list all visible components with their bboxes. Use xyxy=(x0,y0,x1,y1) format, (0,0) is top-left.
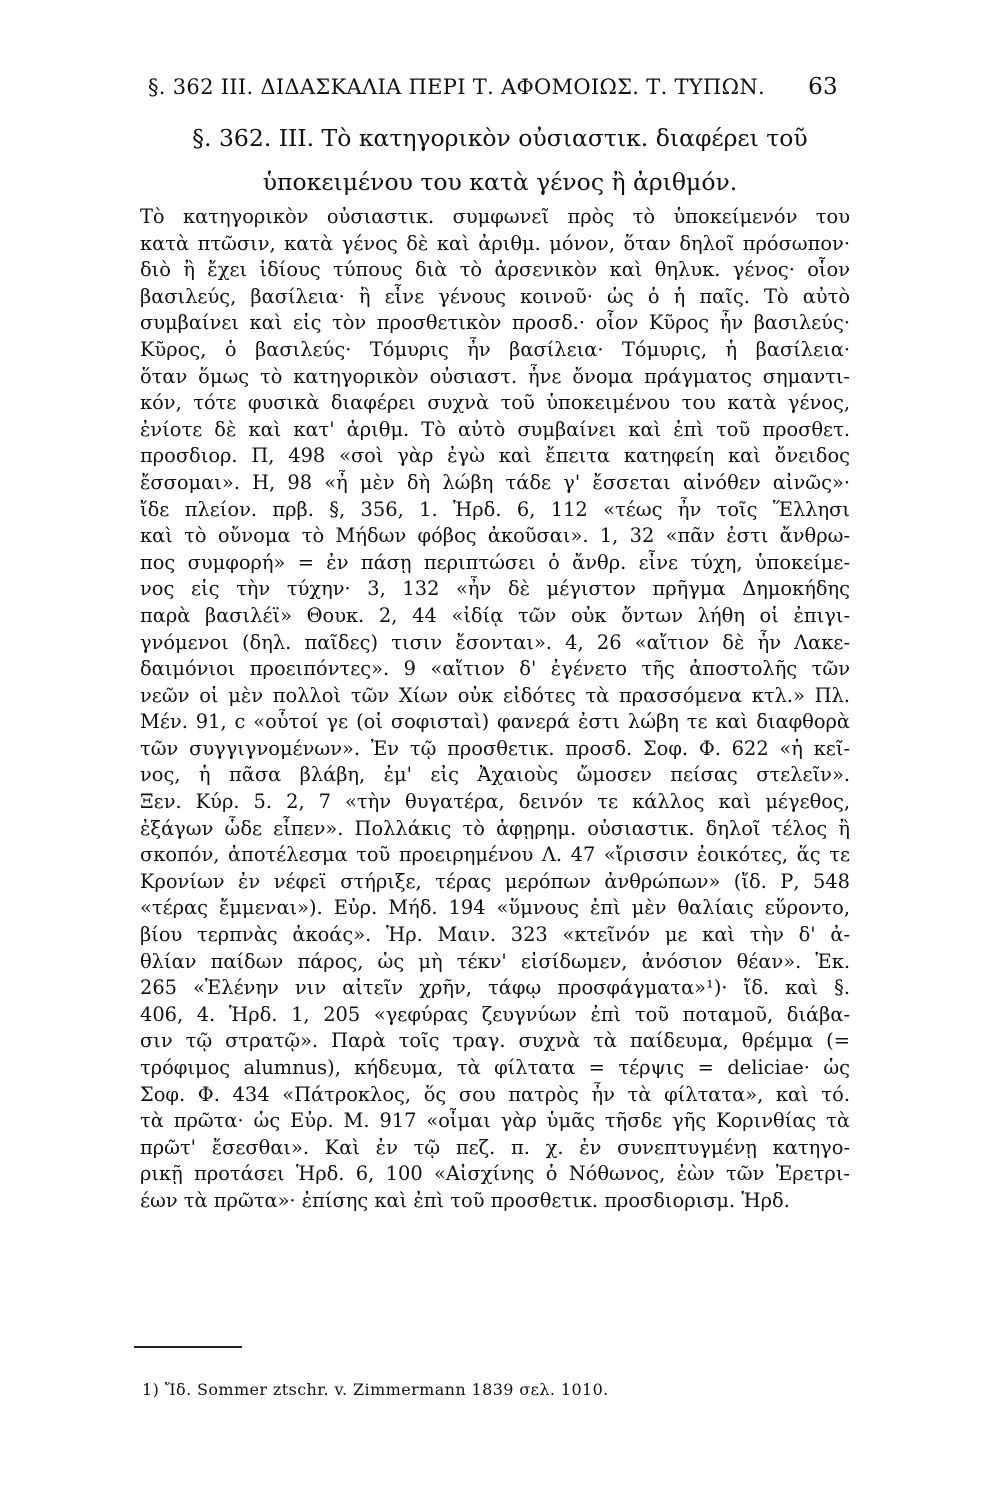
text-line: έων τὰ πρῶτα»· ἐπίσης καὶ ἐπὶ τοῦ προσθετικ. προσδιορισμ. Ἡρδ. xyxy=(140,1188,790,1212)
running-head-title: §. 362 III. ΔΙΔΑΣΚΑΛΙΑ ΠΕΡΙ Τ. ΑΦΟΜΟΙΩΣ. Τ. ΤΥΠΩΝ. xyxy=(148,75,765,99)
text-line: ἐνίοτε δὲ καὶ κατ' ἀριθμ. Τὸ αὐτὸ συμβαίνει καὶ ἐπὶ τοῦ προσθετ. xyxy=(140,417,850,441)
text-line: ρικῇ προτάσει Ἡρδ. 6, 100 «Αἰσχίνης ὁ Νόθωνος, ἐὼν τῶν Ἐρετρι- xyxy=(140,1162,850,1186)
text-line: Μέν. 91, c «οὗτοί γε (οἱ σοφισταὶ) φανερά ἐστι λώβη τε καὶ διαφθορὰ xyxy=(140,710,850,734)
text-line: Κρονίων ἐν νέφεϊ στήριξε, τέρας μερόπων ἀνθρώπων» (ἴδ. Ρ, 548 xyxy=(140,869,850,893)
text-line: ἐξάγων ὧδε εἶπεν». Πολλάκις τὸ ἀφῃρημ. οὐσιαστικ. δηλοῖ τέλος ἢ xyxy=(140,816,850,840)
text-line: 406, 4. Ἡρδ. 1, 205 «γεφύρας ζευγνύων ἐπὶ τοῦ ποταμοῦ, διάβα- xyxy=(140,1002,850,1026)
text-line: Τὸ κατηγορικὸν οὐσιαστικ. συμφωνεῖ πρὸς τὸ ὑποκείμενόν του xyxy=(140,205,850,228)
text-line: νεῶν οἱ μὲν πολλοὶ τῶν Χίων οὐκ εἰδότες τὰ πρασσόμενα κτλ.» Πλ. xyxy=(140,683,850,707)
text-line: ἔσσομαι». Η, 98 «ἦ μὲν δὴ λώβη τάδε γ' ἔσσεται αἰνόθεν αἰνῶς»· xyxy=(140,470,850,494)
text-line: βασιλεύς, βασίλεια· ἢ εἶνε γένους κοινοῦ· ὡς ὁ ἡ παῖς. Τὸ αὐτὸ xyxy=(140,284,850,308)
text-line: Ξεν. Κύρ. 5. 2, 7 «τὴν θυγατέρα, δεινόν τε κάλλος καὶ μέγεθος, xyxy=(140,790,850,814)
body-text xyxy=(140,204,850,1215)
running-head xyxy=(148,74,838,100)
text-line: ὅταν ὅμως τὸ κατηγορικὸν οὐσιαστ. ἦνε ὄνομα πράγματος σημαντι- xyxy=(140,364,850,388)
text-line: νος εἰς τὴν τύχην· 3, 132 «ἦν δὲ μέγιστον πρῆγμα Δημοκήδης xyxy=(140,577,850,601)
text-line: 265 «Ἑλένην νιν αἰτεῖν χρῆν, τάφῳ προσφάγματα»¹)· ἴδ. καὶ §. xyxy=(140,976,850,1000)
text-line: σκοπόν, ἀποτέλεσμα τοῦ προειρημένου Λ. 47 «ἴρισσιν ἐοικότες, ἅς τε xyxy=(140,843,850,867)
text-line: καὶ τὸ οὔνομα τὸ Μήδων φόβος ἀκοῦσαι». 1, 32 «πᾶν ἐστι ἄνθρω- xyxy=(140,524,850,548)
text-line: Σοφ. Φ. 434 «Πάτροκλος, ὅς σου πατρὸς ἦν τὰ φίλτατα», καὶ τό. xyxy=(140,1082,850,1106)
text-line: δαιμόνιοι προειπόντες». 9 «αἴτιον δ' ἐγένετο τῆς ἀποστολῆς τῶν xyxy=(140,657,850,681)
section-heading-line: ὑποκειμένου του κατὰ γένος ἢ ἀριθμόν. xyxy=(262,168,738,196)
footnote-divider xyxy=(134,1346,242,1348)
text-line: παρὰ βασιλέϊ» Θουκ. 2, 44 «ἰδίᾳ τῶν οὐκ ὄντων λήθη οἱ ἐπιγι- xyxy=(140,603,850,627)
text-line: ἴδε πλείον. πρβ. §, 356, 1. Ἡρδ. 6, 112 «τέως ἦν τοῖς Ἕλλησι xyxy=(140,497,850,521)
text-line: συμβαίνει καὶ εἰς τὸν προσθετικὸν προσδ.· οἷον Κῦρος ἦν βασιλεύς· xyxy=(140,311,850,335)
text-line: νος, ἡ πᾶσα βλάβη, ἐμ' εἰς Ἀχαιοὺς ὤμοσεν πείσας στελεῖν». xyxy=(140,763,850,787)
text-line: προσδιορ. Π, 498 «σοὶ γὰρ ἐγὼ καὶ ἔπειτα κατηφείη καὶ ὄνειδος xyxy=(140,444,850,468)
page-number: 63 xyxy=(808,74,838,100)
text-line: Κῦρος, ὁ βασιλεύς· Τόμυρις ἦν βασίλεια· Τόμυρις, ἡ βασίλεια· xyxy=(140,337,850,361)
section-heading-line: §. 362. III. Τὸ κατηγορικὸν οὐσιαστικ. διαφέρει τοῦ xyxy=(192,124,808,152)
text-line: τρόφιμος alumnus), κήδευμα, τὰ φίλτατα = τέρψις = deliciae· ὡς xyxy=(140,1056,850,1079)
footnote: 1) Ἴδ. Sommer ztschr. v. Zimmermann 1839 σελ. 1010. xyxy=(142,1380,609,1399)
text-line: διὸ ἢ ἔχει ἰδίους τύπους διὰ τὸ ἀρσενικὸν καὶ θηλυκ. γένος· οἷον xyxy=(140,258,850,282)
text-line: πος συμφορή» = ἐν πάσῃ περιπτώσει ὁ ἄνθρ. εἶνε τύχη, ὑποκείμε- xyxy=(140,550,850,574)
text-line: πρῶτ' ἔσεσθαι». Καὶ ἐν τῷ πεζ. π. χ. ἐν συνεπτυγμένῃ κατηγο- xyxy=(140,1135,850,1159)
text-line: τῶν συγγιγνομένων». Ἐν τῷ προσθετικ. προσδ. Σοφ. Φ. 622 «ἡ κεῖ- xyxy=(140,736,850,760)
text-line: θλίαν παίδων πάρος, ὡς μὴ τέκν' εἰσίδωμεν, ἀνόσιον θέαν». Ἑκ. xyxy=(140,949,850,973)
text-line: βίου τερπνὰς ἀκοάς». Ἡρ. Μαιν. 323 «κτεῖνόν με καὶ τὴν δ' ἀ- xyxy=(140,923,850,947)
text-line: «τέρας ἔμμεναι»). Εὐρ. Μήδ. 194 «ὕμνους ἐπὶ μὲν θαλίαις εὕροντο, xyxy=(140,896,850,920)
text-line: κατὰ πτῶσιν, κατὰ γένος δὲ καὶ ἀριθμ. μόνον, ὅταν δηλοῖ πρόσωπον· xyxy=(140,231,850,255)
text-line: σιν τῷ στρατῷ». Παρὰ τοῖς τραγ. συχνὰ τὰ παίδευμα, θρέμμα (= xyxy=(140,1029,850,1053)
text-line: τὰ πρῶτα· ὡς Εὐρ. Μ. 917 «οἶμαι γὰρ ὑμᾶς τῆσδε γῆς Κορινθίας τὰ xyxy=(140,1109,850,1133)
text-line: γνόμενοι (δηλ. παῖδες) τισιν ἔσονται». 4, 26 «αἴτιον δὲ ἦν Λακε- xyxy=(140,630,850,654)
text-line: κόν, τότε φυσικὰ διαφέρει συχνὰ τοῦ ὑποκειμένου του κατὰ γένος, xyxy=(140,391,850,415)
section-heading xyxy=(120,116,880,204)
